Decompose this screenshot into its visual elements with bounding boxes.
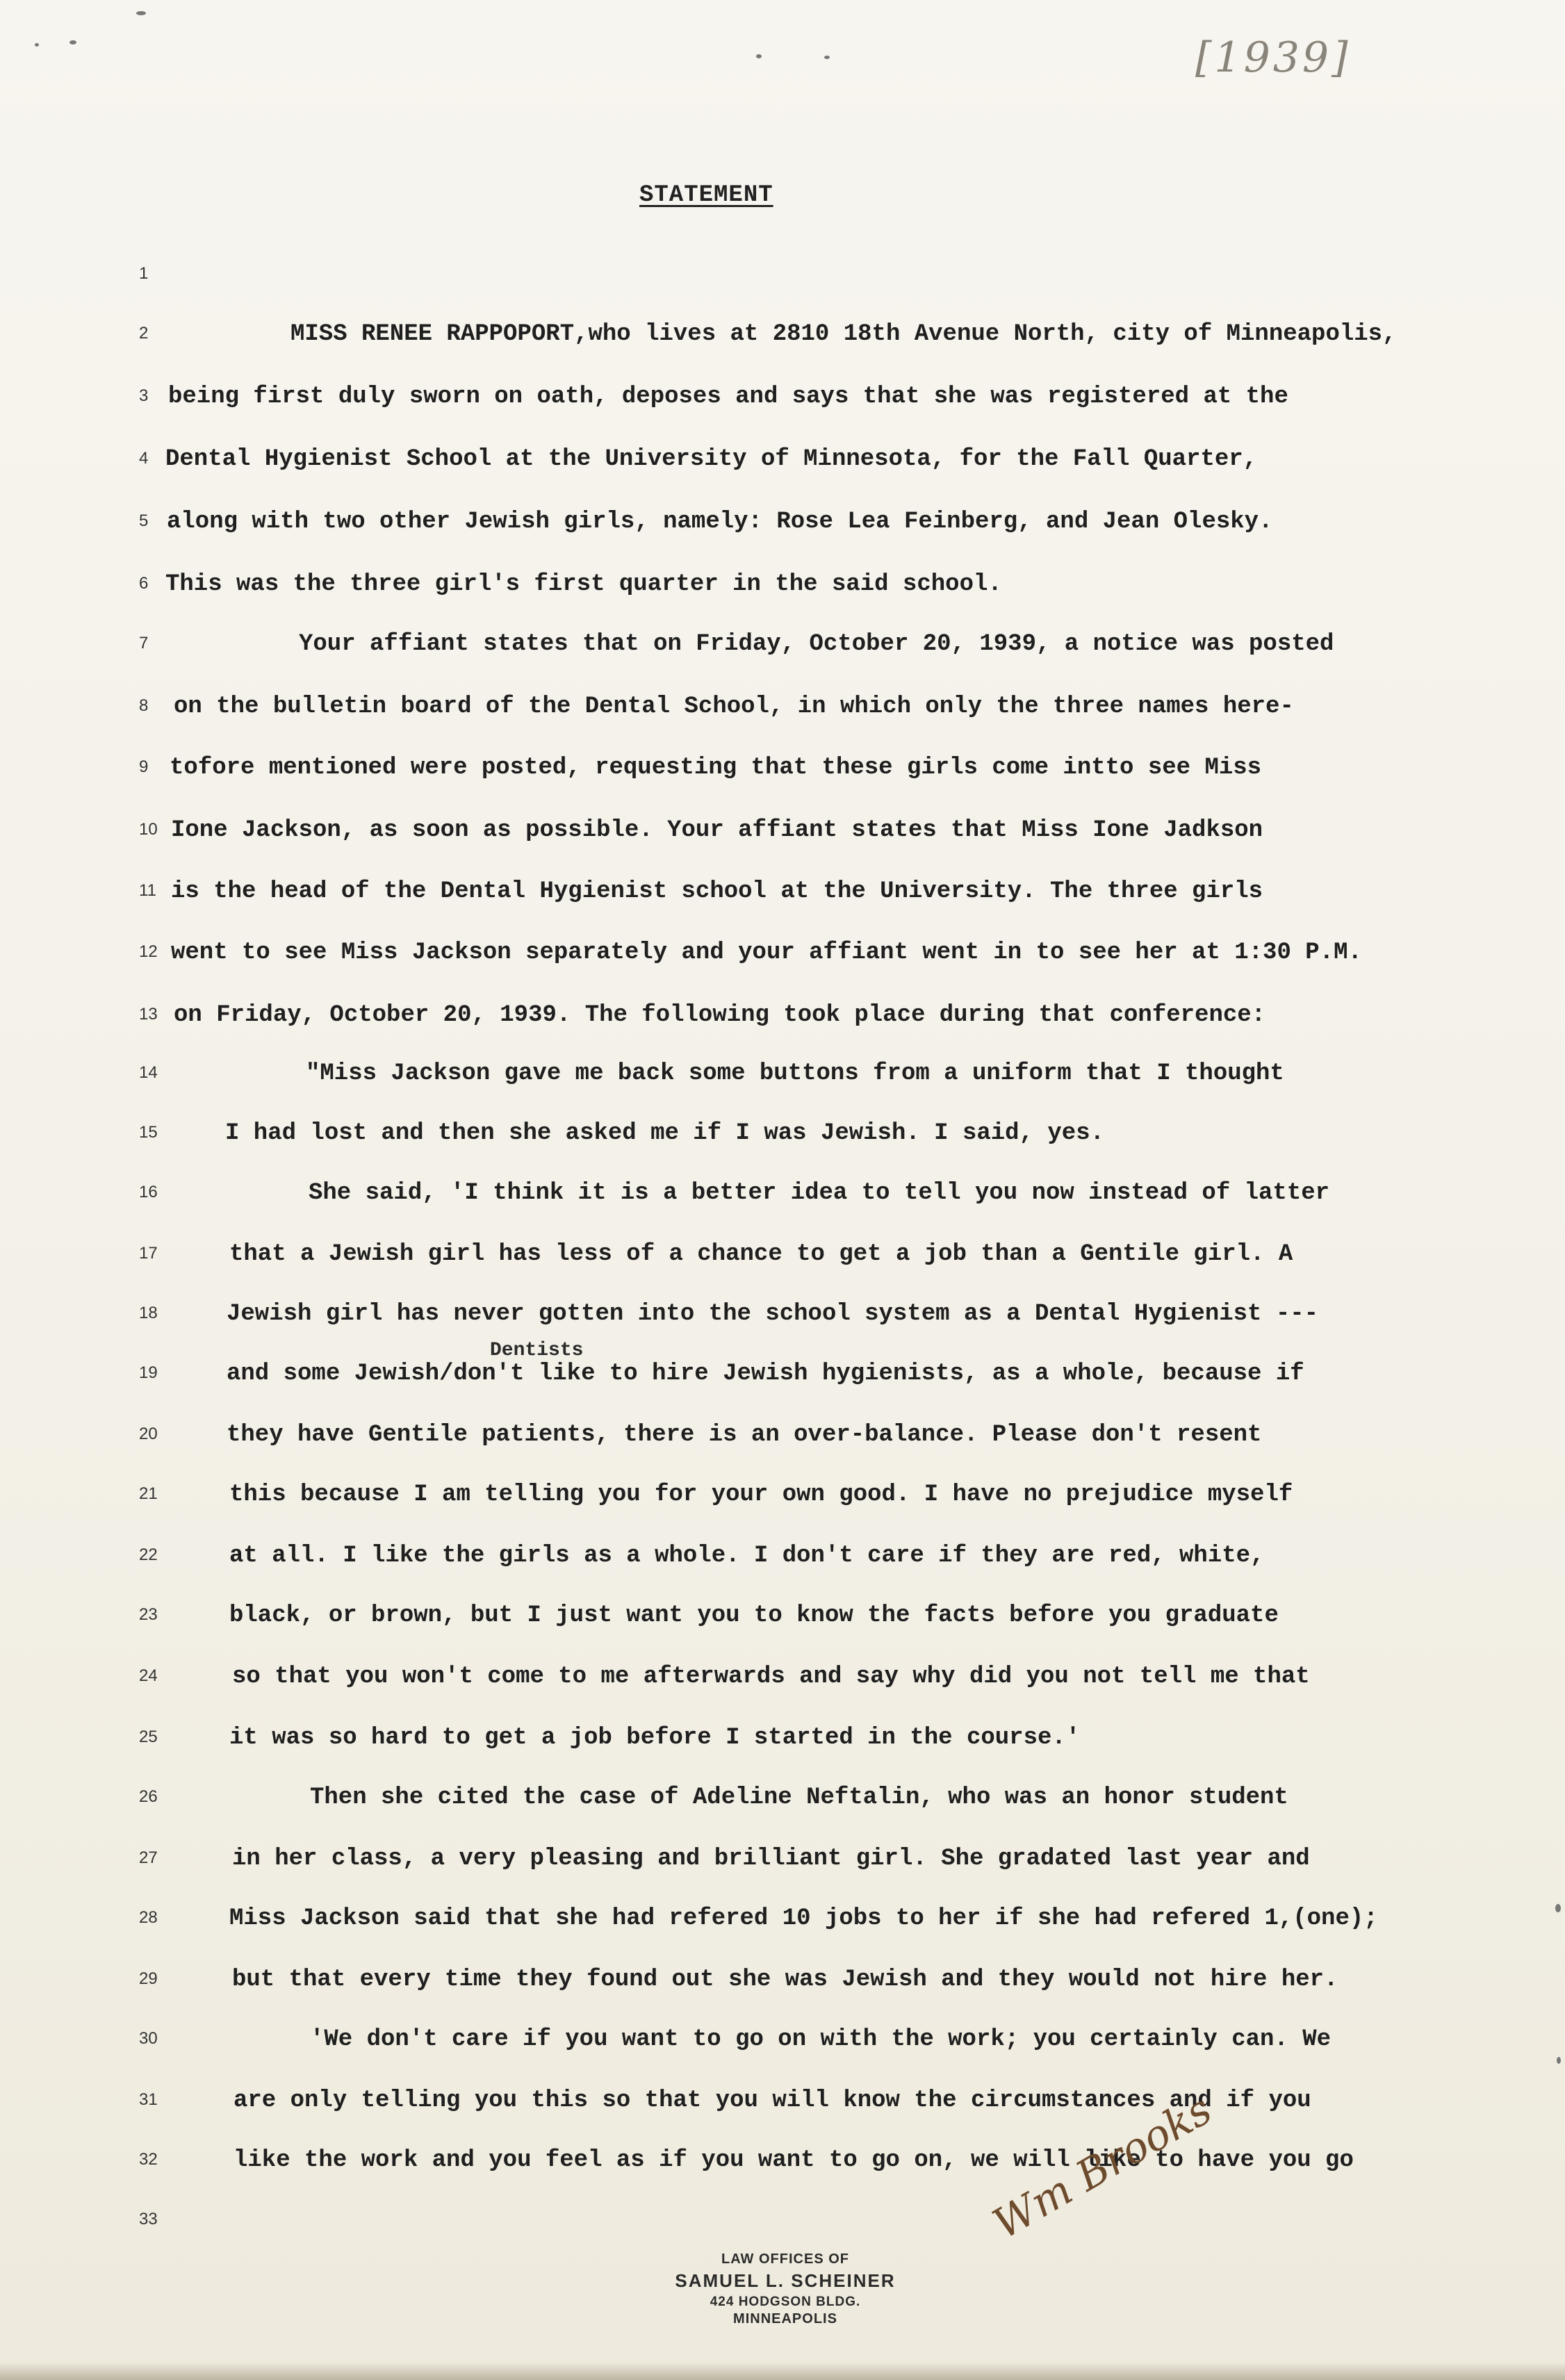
scan-speck xyxy=(1557,2057,1561,2064)
scan-speck xyxy=(756,54,762,58)
footer-line: LAW OFFICES OF xyxy=(721,2251,849,2267)
scan-speck xyxy=(136,11,146,15)
statement-line: is the head of the Dental Hygienist school at the University. The three girls xyxy=(171,878,1263,905)
line-number: 2 xyxy=(139,324,149,343)
statement-line: tofore mentioned were posted, requesting that these girls come intto see Miss xyxy=(170,755,1262,781)
statement-line: This was the three girl's first quarter in the said school. xyxy=(165,571,1002,598)
line-number: 30 xyxy=(139,2029,158,2048)
statement-line: Miss Jackson said that she had refered 10 jobs to her if she had refered 1,(one); xyxy=(229,1905,1378,1932)
line-number: 26 xyxy=(139,1787,158,1806)
statement-line: Then she cited the case of Adeline Neftalin, who was an honor student xyxy=(310,1784,1288,1811)
statement-line: this because I am telling you for your own good. I have no prejudice myself xyxy=(229,1482,1293,1508)
line-number: 12 xyxy=(139,942,158,961)
statement-line: they have Gentile patients, there is an over-balance. Please don't resent xyxy=(227,1422,1262,1448)
handwritten-signature: Wm Brooks xyxy=(985,2085,1220,2249)
statement-line: like the work and you feel as if you want to go on, we will like to have you go xyxy=(233,2147,1354,2174)
footer-line: 424 HODGSON BLDG. xyxy=(710,2295,861,2309)
line-number: 31 xyxy=(139,2090,158,2109)
scan-speck xyxy=(69,40,76,44)
scan-speck xyxy=(824,56,830,59)
line-number: 21 xyxy=(139,1484,158,1503)
line-number: 9 xyxy=(139,757,149,776)
statement-line: are only telling you this so that you will know the circumstances and if you xyxy=(233,2087,1311,2114)
statement-line: so that you won't come to me afterwards and say why did you not tell me that xyxy=(232,1664,1310,1690)
line-number: 17 xyxy=(139,1244,158,1263)
statement-line: She said, 'I think it is a better idea to tell you now instead of latter xyxy=(309,1180,1330,1206)
statement-line: went to see Miss Jackson separately and your affiant went in to see her at 1:30 P.M. xyxy=(171,939,1362,966)
line-number: 22 xyxy=(139,1545,158,1564)
line-number: 7 xyxy=(139,634,149,653)
line-number: 16 xyxy=(139,1183,158,1201)
statement-line: MISS RENEE RAPPOPORT,who lives at 2810 18th Avenue North, city of Minneapolis, xyxy=(290,321,1397,347)
line-number: 3 xyxy=(139,386,149,405)
statement-line: black, or brown, but I just want you to know the facts before you graduate xyxy=(229,1602,1279,1629)
line-number: 25 xyxy=(139,1727,158,1746)
statement-line: that a Jewish girl has less of a chance to get a job than a Gentile girl. A xyxy=(229,1241,1293,1267)
line-number: 32 xyxy=(139,2150,158,2169)
line-number: 20 xyxy=(139,1425,158,1443)
line-number: 27 xyxy=(139,1848,158,1867)
statement-line: I had lost and then she asked me if I was Jewish. I said, yes. xyxy=(225,1120,1105,1147)
scan-speck xyxy=(1555,1904,1561,1912)
statement-line: 'We don't care if you want to go on with the work; you certainly can. We xyxy=(310,2026,1332,2053)
line-number: 19 xyxy=(139,1363,158,1382)
line-number: 33 xyxy=(139,2210,158,2229)
handwritten-year-note: [1939] xyxy=(1195,33,1351,82)
statement-line: at all. I like the girls as a whole. I don't care if they are red, white, xyxy=(229,1543,1265,1569)
handwritten-insertion: Dentists xyxy=(490,1340,584,1361)
scan-bottom-edge xyxy=(0,2362,1565,2380)
footer-line: MINNEAPOLIS xyxy=(733,2311,837,2326)
statement-line: Ione Jackson, as soon as possible. Your affiant states that Miss Ione Jadkson xyxy=(171,817,1263,844)
statement-line: but that every time they found out she was Jewish and they would not hire her. xyxy=(232,1967,1338,1993)
line-number: 10 xyxy=(139,820,158,839)
statement-line: Jewish girl has never gotten into the school system as a Dental Hygienist --- xyxy=(227,1301,1319,1327)
line-number: 4 xyxy=(139,449,149,468)
line-number: 18 xyxy=(139,1304,158,1322)
line-number: 15 xyxy=(139,1123,158,1142)
statement-line: along with two other Jewish girls, namely: Rose Lea Feinberg, and Jean Olesky. xyxy=(167,509,1273,535)
statement-line: Your affiant states that on Friday, October 20, 1939, a notice was posted xyxy=(299,631,1334,657)
line-number: 1 xyxy=(139,264,149,283)
line-number: 6 xyxy=(139,574,149,593)
line-number: 23 xyxy=(139,1605,158,1624)
line-number: 8 xyxy=(139,696,149,715)
line-number: 24 xyxy=(139,1666,158,1685)
law-office-footer xyxy=(625,2251,945,2327)
footer-line: SAMUEL L. SCHEINER xyxy=(675,2270,896,2291)
line-number: 28 xyxy=(139,1908,158,1927)
line-number: 29 xyxy=(139,1969,158,1988)
statement-line: and some Jewish/don't like to hire Jewish hygienists, as a whole, because if xyxy=(227,1361,1304,1387)
scan-speck xyxy=(35,43,39,47)
line-number: 11 xyxy=(139,881,156,900)
statement-line: on the bulletin board of the Dental School, in which only the three names here- xyxy=(174,694,1294,720)
statement-line: "Miss Jackson gave me back some buttons from a uniform that I thought xyxy=(306,1060,1284,1087)
statement-line: being first duly sworn on oath, deposes and says that she was registered at the xyxy=(168,384,1288,410)
line-number: 5 xyxy=(139,511,149,530)
line-number: 13 xyxy=(139,1005,158,1024)
statement-line: it was so hard to get a job before I started in the course.' xyxy=(229,1725,1081,1751)
line-number: 14 xyxy=(139,1063,158,1082)
statement-line: Dental Hygienist School at the University of Minnesota, for the Fall Quarter, xyxy=(165,446,1258,473)
statement-line: in her class, a very pleasing and brilliant girl. She gradated last year and xyxy=(232,1846,1310,1872)
statement-line: on Friday, October 20, 1939. The following took place during that conference: xyxy=(174,1002,1266,1028)
document-title: STATEMENT xyxy=(639,182,773,208)
